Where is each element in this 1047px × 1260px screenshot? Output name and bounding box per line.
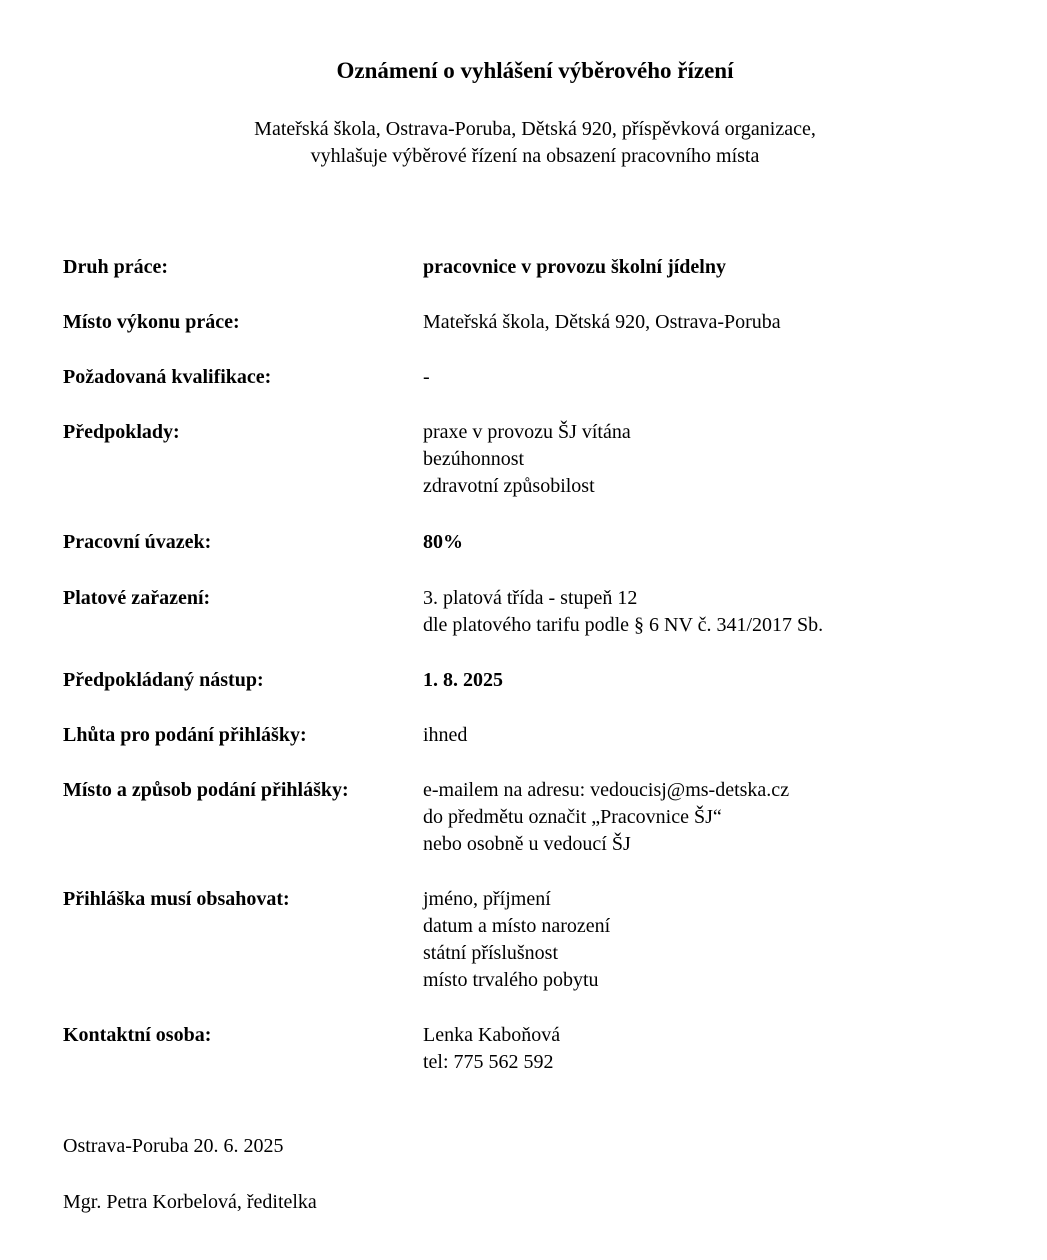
intro-line-2: vyhlašuje výběrové řízení na obsazení pracovního místa [310,145,760,167]
detail-value-line: praxe v provozu ŠJ vítána [423,421,631,443]
detail-value-line: pracovnice v provozu školní jídelny [423,256,726,278]
detail-value [423,1022,1023,1076]
detail-label: Kontaktní osoba: [63,1024,212,1046]
detail-value-line: státní příslušnost [423,942,559,964]
detail-label: Platové zařazení: [63,587,211,609]
detail-row [63,886,1023,994]
detail-row [63,667,1023,694]
detail-value-line: do předmětu označit „Pracovnice ŠJ“ [423,806,722,828]
detail-value-line: 3. platová třída - stupeň 12 [423,587,638,609]
detail-row [63,364,1023,391]
detail-value [423,667,1023,694]
detail-row [63,722,1023,749]
detail-value [423,886,1023,994]
job-details [63,226,1023,1076]
detail-value-line: - [423,366,430,388]
intro-text [0,116,1047,170]
detail-label: Požadovaná kvalifikace: [63,366,272,388]
detail-row [63,777,1023,858]
document-title: Oznámení o vyhlášení výběrového řízení [336,58,734,83]
place-and-date: Ostrava-Poruba 20. 6. 2025 [63,1135,284,1157]
detail-row [63,1022,1023,1076]
detail-value [423,585,1023,639]
detail-value [423,419,1023,500]
detail-value-line: Lenka Kaboňová [423,1024,561,1046]
detail-value [423,254,1023,281]
detail-row [63,585,1023,639]
detail-value-line: e-mailem na adresu: vedoucisj@ms-detska.cz [423,779,790,801]
detail-value-line: tel: 775 562 592 [423,1051,554,1073]
detail-label: Přihláška musí obsahovat: [63,888,290,910]
detail-row [63,419,1023,500]
detail-label: Pracovní úvazek: [63,531,212,553]
intro-line-1: Mateřská škola, Ostrava-Poruba, Dětská 920, příspěvková organizace, [254,118,816,140]
detail-value [423,309,1023,336]
detail-value-line: nebo osobně u vedoucí ŠJ [423,833,631,855]
detail-label: Lhůta pro podání přihlášky: [63,724,307,746]
detail-value-line: místo trvalého pobytu [423,969,599,991]
detail-row [63,309,1023,336]
detail-value-line: 80% [423,531,463,553]
detail-value-line: Mateřská škola, Dětská 920, Ostrava-Poruba [423,311,781,333]
detail-value [423,722,1023,749]
detail-value-line: jméno, příjmení [423,888,551,910]
detail-value [423,364,1023,391]
detail-value [423,777,1023,858]
detail-value-line: zdravotní způsobilost [423,475,595,497]
detail-value-line: datum a místo narození [423,915,611,937]
detail-row [63,529,1023,556]
detail-row [63,254,1023,281]
detail-value-line: 1. 8. 2025 [423,669,503,691]
detail-value-line: bezúhonnost [423,448,525,470]
detail-label: Předpokládaný nástup: [63,669,264,691]
signature: Mgr. Petra Korbelová, ředitelka [63,1191,317,1213]
detail-label: Předpoklady: [63,421,180,443]
detail-label: Místo výkonu práce: [63,311,240,333]
detail-value [423,529,1023,556]
detail-value-line: dle platového tarifu podle § 6 NV č. 341/2017 Sb. [423,614,824,636]
detail-label: Místo a způsob podání přihlášky: [63,779,349,801]
detail-value-line: ihned [423,724,468,746]
detail-label: Druh práce: [63,256,168,278]
